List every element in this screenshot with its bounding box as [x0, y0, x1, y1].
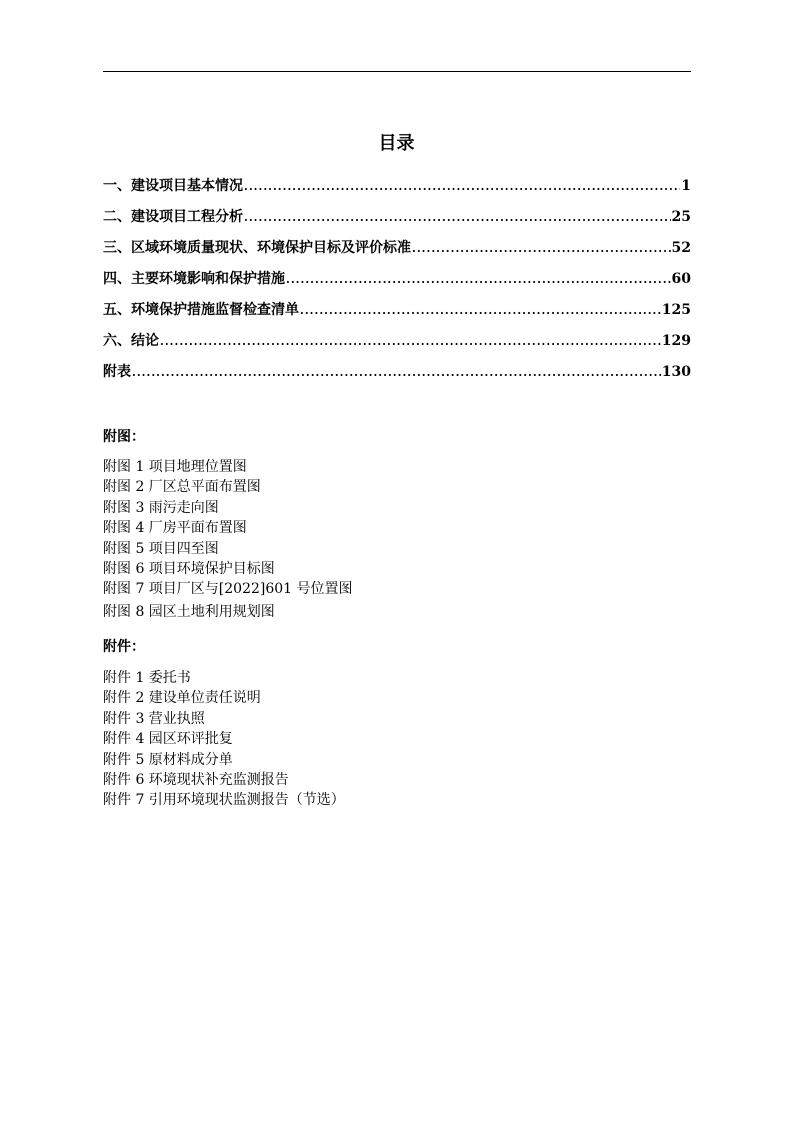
toc-entry-label: 三、区域环境质量现状、环境保护目标及评价标准 — [103, 240, 411, 256]
figure-item: 附图 1 项目地理位置图 — [103, 459, 247, 475]
toc-entry-label: 五、环境保护措施监督检查清单 — [103, 302, 299, 318]
figure-item: 附图 8 园区土地利用规划图 — [103, 603, 275, 620]
figure-item: 附图 6 项目环境保护目标图 — [103, 560, 275, 577]
figure-item: 附图 2 厂区总平面布置图 — [103, 479, 261, 496]
toc-entry[interactable] — [103, 360, 691, 391]
toc-entry-label: 二、建设项目工程分析 — [103, 209, 243, 225]
figure-item: 附图 3 雨污走向图 — [103, 499, 219, 516]
toc-entry-label: 六、结论 — [103, 333, 159, 349]
toc-entry[interactable] — [103, 205, 691, 236]
attachments-list — [103, 668, 345, 811]
toc-entry-page: 130 — [661, 364, 691, 380]
table-of-contents — [103, 174, 691, 391]
figure-item: 附图 5 项目四至图 — [103, 540, 219, 557]
attachment-item: 附件 5 原材料成分单 — [103, 751, 233, 768]
toc-entry-label: 一、建设项目基本情况 — [103, 178, 243, 194]
attachment-item: 附件 2 建设单位责任说明 — [103, 690, 261, 707]
toc-leader-dots — [244, 175, 680, 199]
toc-entry-page: 60 — [671, 271, 691, 287]
figures-list — [103, 457, 353, 622]
toc-leader-dots — [244, 206, 671, 230]
toc-entry-label: 附表 — [103, 364, 131, 380]
toc-entry[interactable] — [103, 329, 691, 360]
toc-leader-dots — [300, 299, 661, 323]
toc-leader-dots — [160, 330, 661, 354]
page-title: 目录 — [378, 133, 415, 154]
figure-item: 附图 7 项目厂区与[2022]601 号位置图 — [103, 581, 353, 598]
toc-entry-page: 1 — [681, 178, 691, 194]
header-rule — [103, 71, 691, 72]
figure-item: 附图 4 厂房平面布置图 — [103, 520, 247, 537]
toc-entry[interactable] — [103, 267, 691, 298]
attachment-item: 附件 1 委托书 — [103, 670, 191, 686]
attachment-item: 附件 6 环境现状补充监测报告 — [103, 771, 289, 788]
attachments-heading: 附件： — [103, 639, 145, 655]
toc-leader-dots — [412, 237, 671, 261]
toc-entry[interactable] — [103, 298, 691, 329]
toc-leader-dots — [132, 361, 661, 385]
attachment-item: 附件 7 引用环境现状监测报告（节选） — [103, 792, 345, 809]
toc-entry-page: 125 — [661, 302, 691, 318]
toc-entry-page: 52 — [671, 240, 691, 256]
toc-entry-page: 129 — [661, 333, 691, 349]
toc-entry[interactable] — [103, 174, 691, 205]
toc-entry-page: 25 — [671, 209, 691, 225]
attachment-item: 附件 4 园区环评批复 — [103, 731, 233, 748]
toc-entry-label: 四、主要环境影响和保护措施 — [103, 271, 285, 287]
figures-heading: 附图： — [103, 429, 145, 445]
toc-entry[interactable] — [103, 236, 691, 267]
toc-leader-dots — [286, 268, 671, 292]
attachment-item: 附件 3 营业执照 — [103, 710, 205, 727]
